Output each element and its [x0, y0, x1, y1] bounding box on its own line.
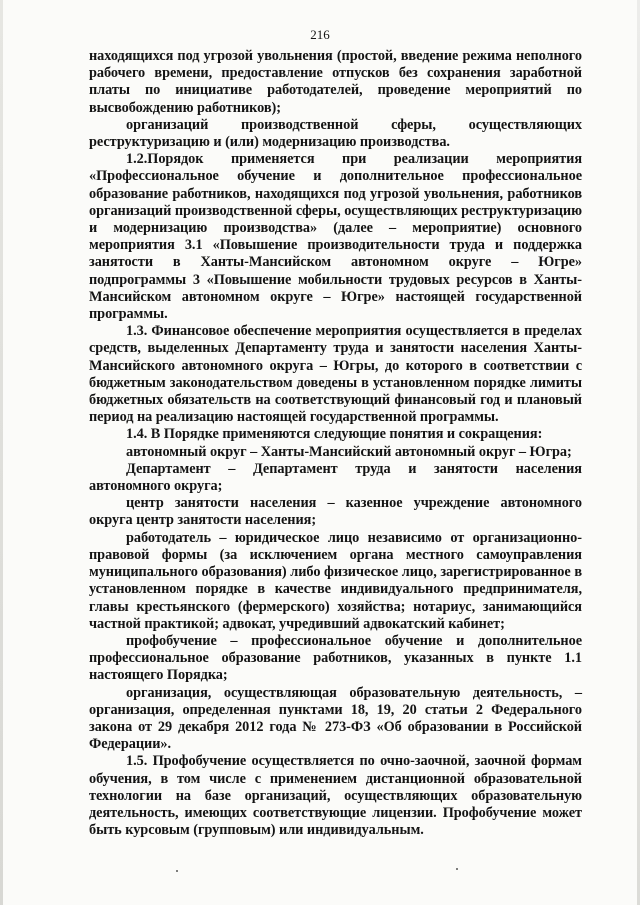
definition-training: профобучение – профессиональное обучение и дополнительное профессиональное образование работников, указанных в пункте 1.1 настоящего Порядка; — [89, 632, 582, 684]
scan-speck — [176, 870, 178, 872]
definition-department: Департамент – Департамент труда и занятости населения автономного округа; — [89, 460, 582, 495]
scan-speck — [456, 868, 458, 870]
paragraph-continuation: находящихся под угрозой увольнения (простой, введение режима неполного рабочего времени, предоставление отпусков без сохранения заработной платы по инициативе работодателей, проведение мероприятий по высвобождению работников); — [89, 48, 582, 116]
paragraph-1-5: 1.5. Профобучение осуществляется по очно-заочной, заочной формам обучения, в том числе с применением дистанционной образовательной технологии на базе организаций, осуществляющих образовательную деятельность, имеющих соответствующие лицензии. Профобучение может быть курсовым (групповым) или индивидуальным. — [89, 753, 582, 839]
paragraph-1-3: 1.3. Финансовое обеспечение мероприятия осуществляется в пределах средств, выделенных Департаменту труда и занятости населения Ханты-Мансийского автономного округа – Югры, до которого в соответствии с бюджетным законодательством доведены в установленном порядке лимиты бюджетных обязательств на соответствующий финансовый год и плановый период на реализацию настоящей государственной программы. — [89, 323, 582, 426]
page-number: 216 — [310, 27, 330, 42]
definition-autonomous-okrug: автономный округ – Ханты-Мансийский автономный округ – Югра; — [126, 443, 572, 460]
definition-employment-center: центр занятости населения – казенное учреждение автономного округа центр занятости населения; — [89, 495, 582, 529]
document-body — [89, 48, 582, 839]
paragraph-1-4: 1.4. В Порядке применяются следующие понятия и сокращения: — [126, 426, 543, 443]
definition-employer: работодатель – юридическое лицо независимо от организационно-правовой формы (за исключением органа местного самоуправления муниципального образования) либо физическое лицо, зарегистрированное в установленном порядке в качестве индивидуального предпринимателя, главы крестьянского (фермерского) хозяйства; нотариус, занимающийся частной практикой; адвокат, учредивший адвокатский кабинет; — [89, 529, 582, 632]
paragraph-production-organizations: организаций производственной сферы, осуществляющих реструктуризацию и (или) модернизацию производства. — [89, 116, 582, 151]
definition-educational-organization: организация, осуществляющая образовательную деятельность, – организация, определенная пунктами 18, 19, 20 статьи 2 Федерального закона от 29 декабря 2012 года № 273-ФЗ «Об образовании в Российской Федерации». — [89, 684, 582, 753]
scan-edge-left — [0, 0, 3, 905]
paragraph-1-2: 1.2.Порядок применяется при реализации мероприятия «Профессиональное обучение и дополнительное профессиональное образование работников, находящихся под угрозой увольнения, работников организаций производственной сферы, осуществляющих реструктуризацию и модернизацию производства» (далее – мероприятие) основного мероприятия 3.1 «Повышение производительности труда и поддержка занятости в Ханты-Мансийском автономном округе – Югре» подпрограммы 3 «Повышение мобильности трудовых ресурсов в Ханты-Мансийском автономном округе – Югре» настоящей государственной программы. — [89, 151, 582, 323]
